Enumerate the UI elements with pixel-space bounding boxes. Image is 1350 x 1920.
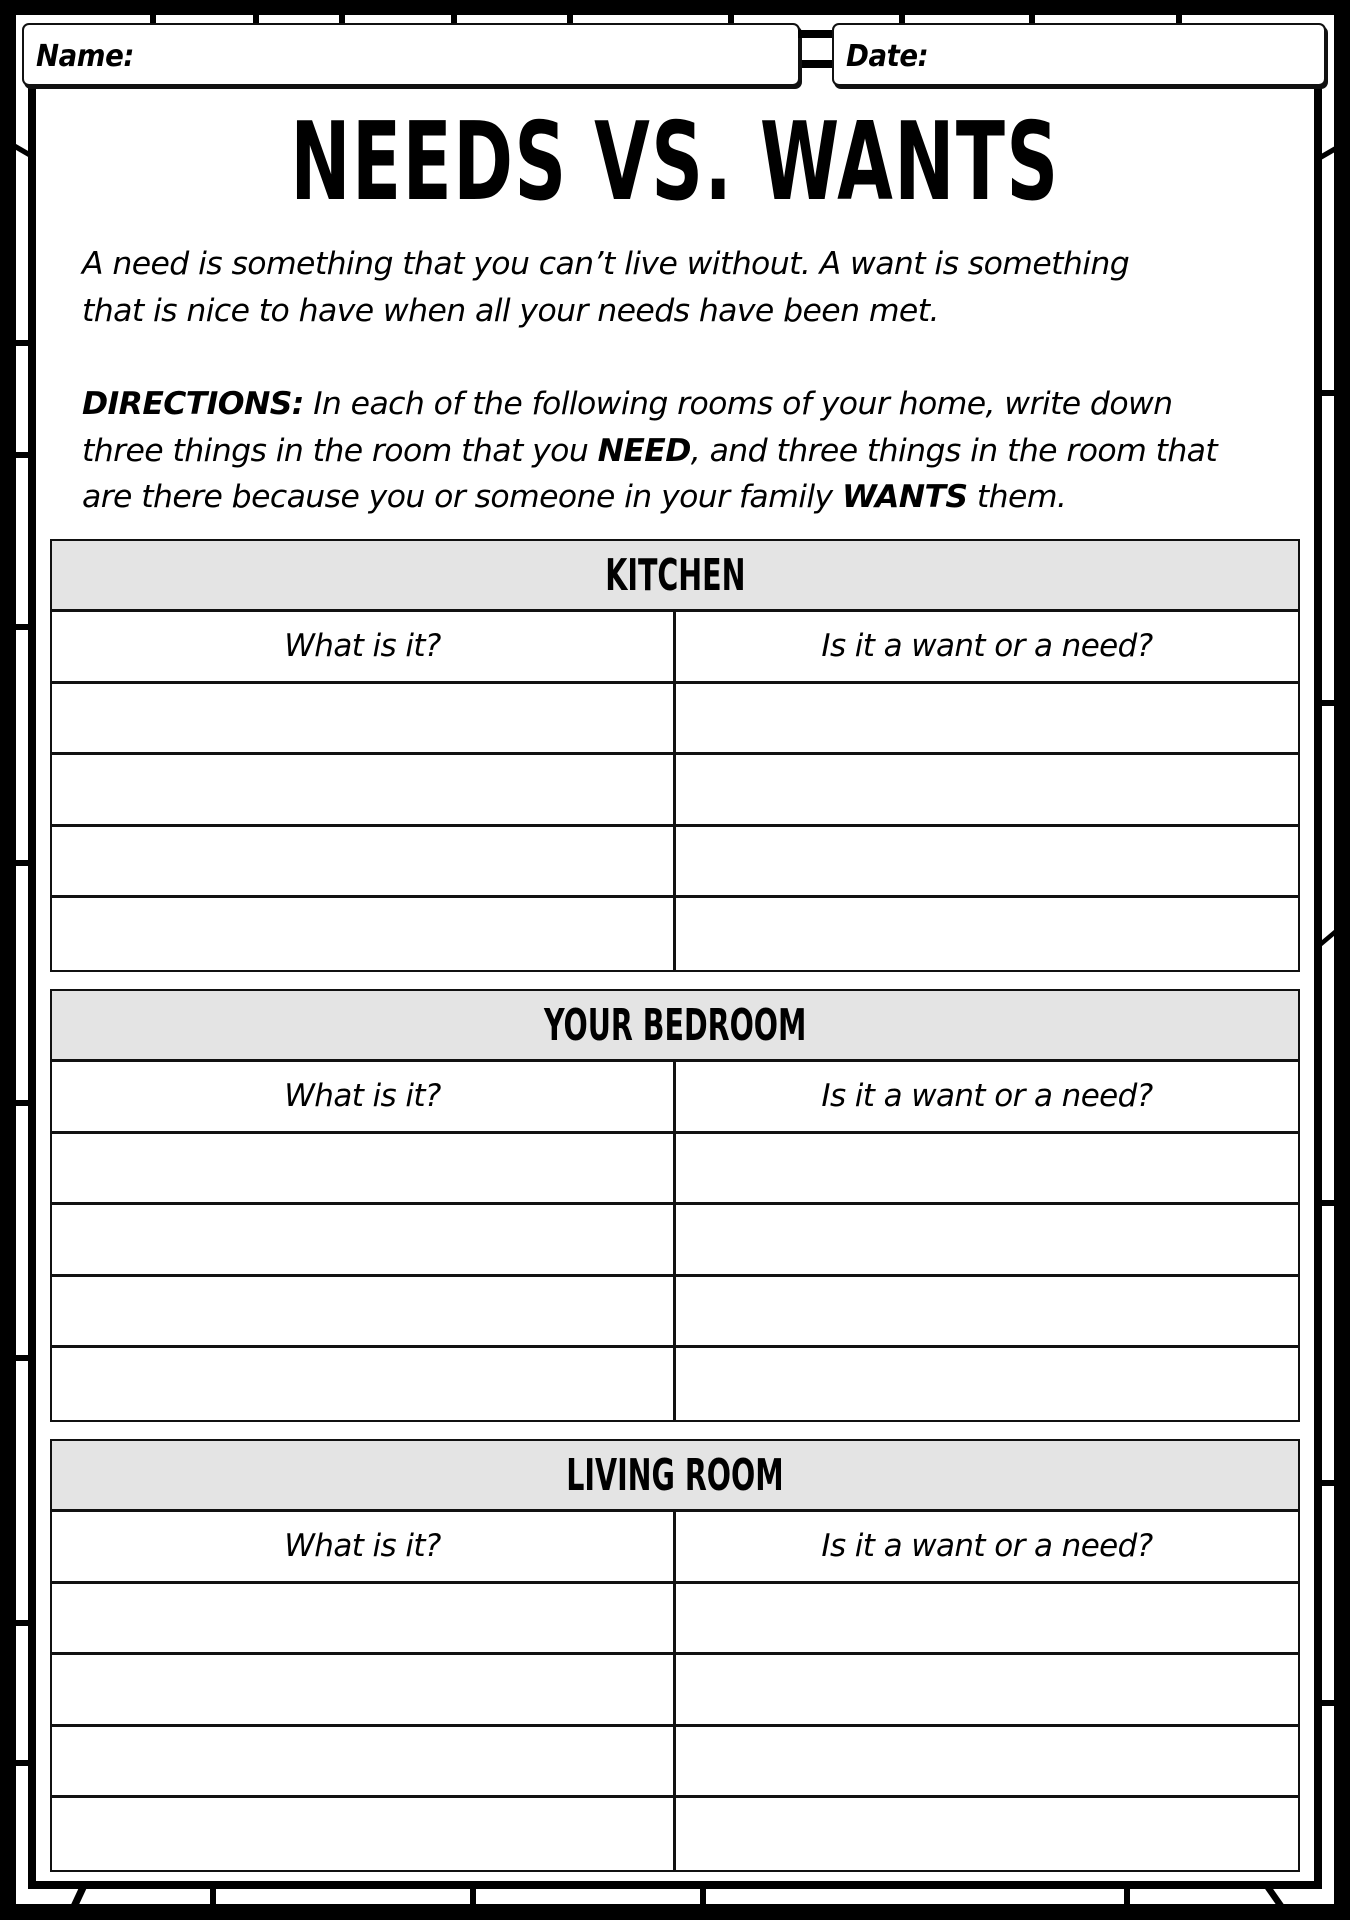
frame-connector [700, 1887, 706, 1905]
want-need-cell[interactable] [676, 827, 1298, 896]
column-header: Is it a want or a need? [821, 1528, 1153, 1565]
frame-connector [1320, 1200, 1336, 1206]
name-field[interactable] [22, 23, 800, 86]
item-cell[interactable] [52, 1584, 676, 1653]
table-row [52, 1798, 1298, 1870]
table-row [52, 684, 1298, 756]
want-need-input[interactable] [676, 1583, 1298, 1654]
want-need-input[interactable] [676, 1726, 1298, 1797]
table-row [52, 1727, 1298, 1799]
table-row [52, 755, 1298, 827]
intro-line: that is nice to have when all your needs have been met. [82, 292, 939, 329]
item-input[interactable] [52, 1654, 673, 1725]
column-header-row [52, 1512, 1298, 1584]
table-row [52, 1655, 1298, 1727]
item-input[interactable] [52, 1797, 673, 1871]
want-need-input[interactable] [676, 1797, 1298, 1871]
item-cell[interactable] [52, 1348, 676, 1420]
bedroom-table [50, 989, 1300, 1422]
item-cell[interactable] [52, 684, 676, 753]
item-input[interactable] [52, 1726, 673, 1797]
table-row [52, 898, 1298, 970]
column-header: What is it? [52, 1062, 676, 1131]
wants-emphasis: WANTS [841, 479, 968, 515]
item-cell[interactable] [52, 1205, 676, 1274]
item-cell[interactable] [52, 1655, 676, 1724]
want-need-input[interactable] [676, 683, 1298, 754]
table-row [52, 1277, 1298, 1349]
item-input[interactable] [52, 683, 673, 754]
intro-line: A need is something that you can’t live without. A want is something [82, 246, 1130, 282]
want-need-cell[interactable] [676, 1348, 1298, 1420]
want-need-cell[interactable] [676, 1727, 1298, 1796]
kitchen-table [50, 539, 1300, 972]
want-need-input[interactable] [676, 1204, 1298, 1275]
want-need-input[interactable] [676, 754, 1298, 825]
want-need-cell[interactable] [676, 1584, 1298, 1653]
want-need-input[interactable] [676, 1133, 1298, 1204]
directions-line: are there because you or someone in your family WANTS them. [82, 479, 1067, 515]
column-header: What is it? [52, 1512, 676, 1581]
living-room-table [50, 1439, 1300, 1872]
frame-connector [1320, 1700, 1336, 1706]
frame-connector [1320, 390, 1336, 396]
want-need-input[interactable] [676, 1347, 1298, 1421]
name-label: Name: [36, 39, 134, 74]
section-title: LIVING ROOM [52, 1441, 1298, 1512]
need-emphasis: NEED [597, 432, 691, 469]
column-header-row [52, 612, 1298, 684]
directions-label: DIRECTIONS: [82, 386, 304, 422]
page-title: NEEDS VS. WANTS [290, 100, 1060, 225]
column-header-row [52, 1062, 1298, 1134]
want-need-input[interactable] [676, 826, 1298, 897]
section-title: KITCHEN [52, 541, 1298, 612]
want-need-cell[interactable] [676, 898, 1298, 970]
item-input[interactable] [52, 1204, 673, 1275]
item-input[interactable] [52, 1583, 673, 1654]
item-input[interactable] [52, 1276, 673, 1347]
item-input[interactable] [52, 1347, 673, 1421]
section-title: YOUR BEDROOM [52, 991, 1298, 1062]
intro-text [82, 241, 1292, 334]
frame-connector [1320, 700, 1336, 706]
table-row [52, 827, 1298, 899]
want-need-cell[interactable] [676, 684, 1298, 753]
table-row [52, 1584, 1298, 1656]
item-cell[interactable] [52, 1134, 676, 1203]
table-row [52, 1205, 1298, 1277]
item-cell[interactable] [52, 827, 676, 896]
want-need-cell[interactable] [676, 1277, 1298, 1346]
want-need-cell[interactable] [676, 1205, 1298, 1274]
item-input[interactable] [52, 826, 673, 897]
table-row [52, 1348, 1298, 1420]
directions-text [82, 381, 1292, 521]
column-header: Is it a want or a need? [821, 1078, 1153, 1115]
item-cell[interactable] [52, 1798, 676, 1870]
frame-connector [470, 1887, 476, 1905]
table-row [52, 1134, 1298, 1206]
box-connector [798, 30, 834, 38]
want-need-input[interactable] [676, 1276, 1298, 1347]
item-input[interactable] [52, 1133, 673, 1204]
directions-line: DIRECTIONS: In each of the following rooms of your home, write down [82, 386, 1173, 422]
item-input[interactable] [52, 754, 673, 825]
item-cell[interactable] [52, 1277, 676, 1346]
frame-connector [210, 1887, 216, 1905]
item-cell[interactable] [52, 755, 676, 824]
want-need-cell[interactable] [676, 1134, 1298, 1203]
item-cell[interactable] [52, 1727, 676, 1796]
column-header: Is it a want or a need? [821, 628, 1153, 665]
item-cell[interactable] [52, 898, 676, 970]
item-input[interactable] [52, 897, 673, 971]
frame-connector [1320, 1480, 1336, 1486]
want-need-input[interactable] [676, 1654, 1298, 1725]
directions-line: three things in the room that you NEED, and three things in the room that [82, 432, 1218, 469]
want-need-cell[interactable] [676, 1655, 1298, 1724]
want-need-cell[interactable] [676, 755, 1298, 824]
want-need-cell[interactable] [676, 1798, 1298, 1870]
date-label: Date: [846, 39, 929, 74]
frame-connector [1124, 1887, 1130, 1905]
date-field[interactable] [832, 23, 1326, 86]
want-need-input[interactable] [676, 897, 1298, 971]
column-header: What is it? [52, 612, 676, 681]
